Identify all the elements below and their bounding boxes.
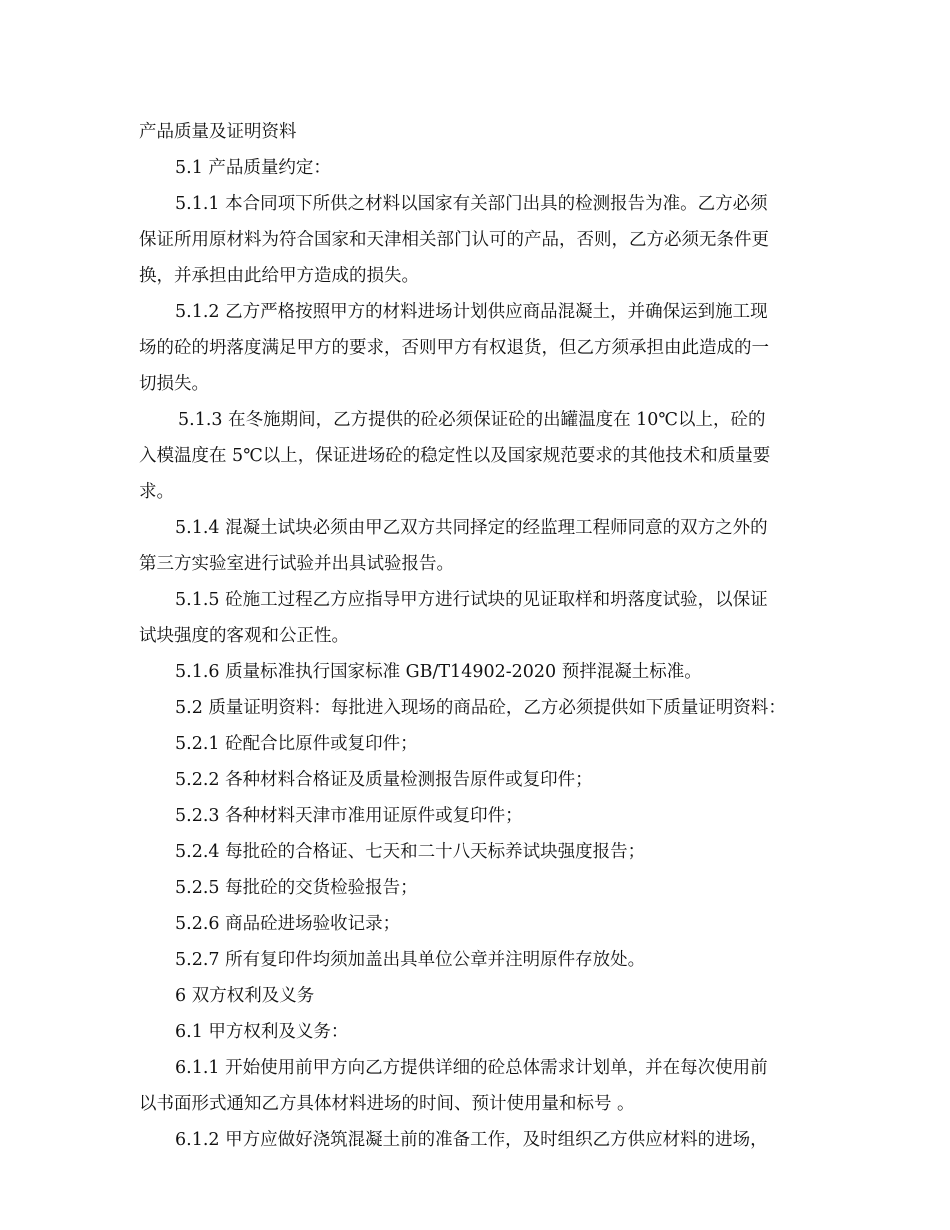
paragraph-line: 5.1.3 在冬施期间，乙方提供的砼必须保证砼的出罐温度在 10℃以上，砼的 [178,410,766,430]
paragraph-line: 5.1.5 砼施工过程乙方应指导甲方进行试块的见证取样和坍落度试验，以保证 [175,590,768,610]
paragraph-line: 切损失。 [139,374,209,394]
paragraph-line: 6.1.2 甲方应做好浇筑混凝土前的准备工作，及时组织乙方供应材料的进场， [175,1130,768,1150]
list-item: 5.2.7 所有复印件均须加盖出具单位公章并注明原件存放处。 [175,950,646,970]
paragraph-line: 6.1.1 开始使用前甲方向乙方提供详细的砼总体需求计划单，并在每次使用前 [175,1058,768,1078]
subsection-heading: 6.1 甲方权利及义务： [175,1022,349,1042]
list-item: 5.2.2 各种材料合格证及质量检测报告原件或复印件； [175,770,593,790]
list-item: 5.2.6 商品砼进场验收记录； [175,914,401,934]
paragraph-line: 试块强度的客观和公正性。 [139,626,349,646]
paragraph-line: 换，并承担由此给甲方造成的损失。 [139,266,419,286]
section-heading: 产品质量及证明资料 [139,122,297,142]
paragraph-line: 场的砼的坍落度满足甲方的要求，否则甲方有权退货，但乙方须承担由此造成的一 [139,338,769,358]
paragraph-line: 求。 [139,482,174,502]
list-item: 5.2.1 砼配合比原件或复印件； [175,734,418,754]
list-item: 5.2.5 每批砼的交货检验报告； [175,878,418,898]
paragraph-line: 以书面形式通知乙方具体材料进场的时间、预计使用量和标号 。 [139,1094,635,1114]
paragraph-line: 5.1.1 本合同项下所供之材料以国家有关部门出具的检测报告为准。乙方必须 [175,194,768,214]
paragraph-line: 入模温度在 5℃以上，保证进场砼的稳定性以及国家规范要求的其他技术和质量要 [139,446,771,466]
paragraph-line: 5.1.2 乙方严格按照甲方的材料进场计划供应商品混凝土，并确保运到施工现 [175,302,768,322]
list-item: 5.2.3 各种材料天津市准用证原件或复印件； [175,806,523,826]
paragraph-line: 保证所用原材料为符合国家和天津相关部门认可的产品，否则，乙方必须无条件更 [139,230,769,250]
paragraph-line: 5.2 质量证明资料：每批进入现场的商品砼，乙方必须提供如下质量证明资料： [175,698,786,718]
subsection-heading: 5.1 产品质量约定： [175,158,331,178]
paragraph-line: 第三方实验室进行试验并出具试验报告。 [139,554,454,574]
paragraph-line: 5.1.6 质量标准执行国家标准 GB/T14902-2020 预拌混凝土标准。 [175,662,702,682]
section-heading: 6 双方权利及义务 [175,986,315,1006]
list-item: 5.2.4 每批砼的合格证、七天和二十八天标养试块强度报告； [175,842,646,862]
paragraph-line: 5.1.4 混凝土试块必须由甲乙双方共同择定的经监理工程师同意的双方之外的 [175,518,768,538]
